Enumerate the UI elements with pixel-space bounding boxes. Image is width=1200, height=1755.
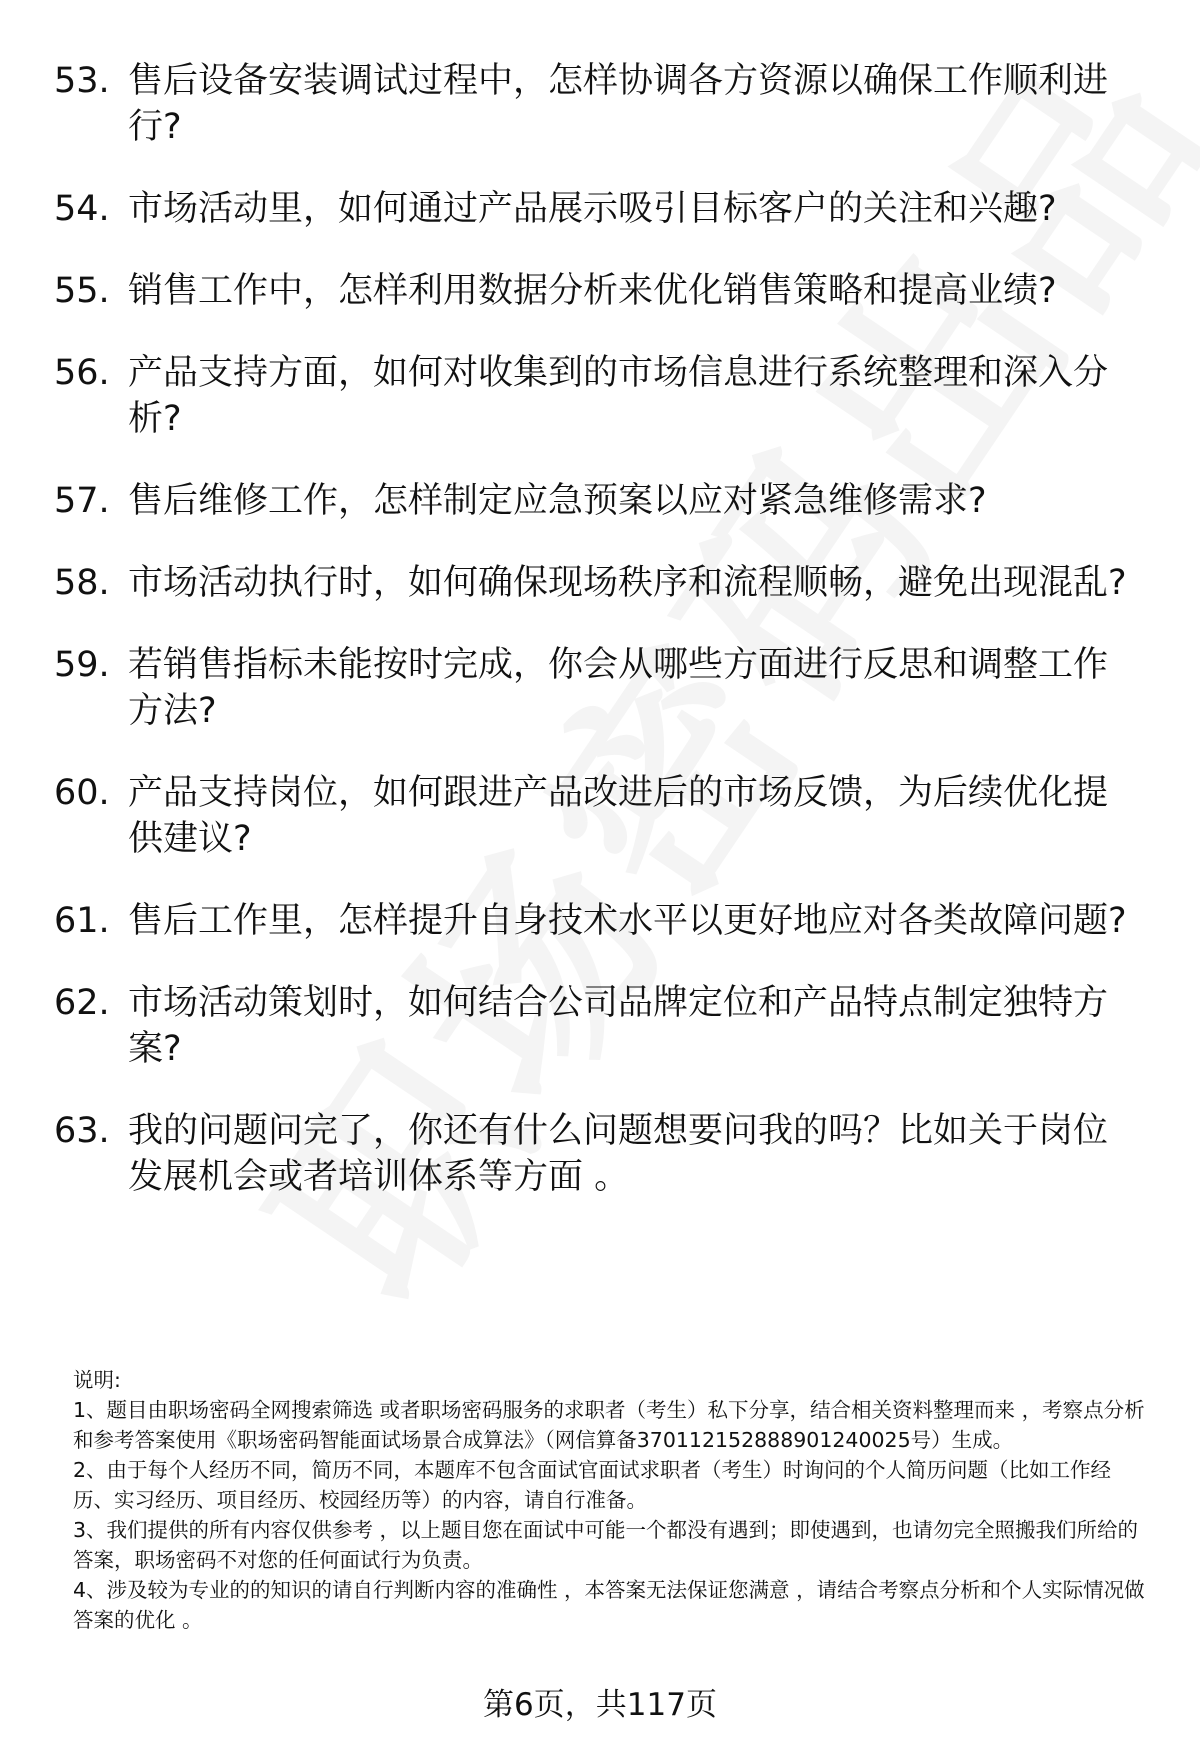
question-number: 63.	[54, 1111, 110, 1151]
question-list	[0, 58, 1200, 1236]
question-number: 59.	[54, 645, 110, 685]
question-number: 62.	[54, 983, 110, 1023]
question-item	[0, 770, 1200, 862]
note-item: 3、我们提供的所有内容仅供参考 ，以上题目您在面试中可能一个都没有遇到；即使遇到，也请勿完全照搬我们所给的答案，职场密码不对您的任何面试行为负责。	[73, 1518, 1139, 1572]
question-text: 产品支持岗位，如何跟进产品改进后的市场反馈，为后续优化提供建议?	[128, 773, 1109, 859]
question-item	[0, 186, 1200, 232]
question-text: 售后维修工作，怎样制定应急预案以应对紧急维修需求?	[128, 481, 987, 521]
question-number: 53.	[54, 61, 110, 101]
note-item: 1、题目由职场密码全网搜索筛选 或者职场密码服务的求职者（考生）私下分享，结合相关资料整理而来 ，考察点分析和参考答案使用《职场密码智能面试场景合成算法》（网信算备370112152888901240025号）生成。	[73, 1398, 1145, 1452]
question-item	[0, 58, 1200, 150]
question-number: 55.	[54, 271, 110, 311]
question-text: 销售工作中，怎样利用数据分析来优化销售策略和提高业绩?	[128, 271, 1057, 311]
question-number: 57.	[54, 481, 110, 521]
question-item	[0, 350, 1200, 442]
note-item: 2、由于每个人经历不同，简历不同，本题库不包含面试官面试求职者（考生）时询问的个人简历问题（比如工作经历、实习经历、项目经历、校园经历等）的内容，请自行准备。	[73, 1458, 1112, 1512]
question-text: 市场活动里，如何通过产品展示吸引目标客户的关注和兴趣?	[128, 189, 1057, 229]
question-item	[0, 268, 1200, 314]
question-text: 售后工作里，怎样提升自身技术水平以更好地应对各类故障问题?	[128, 901, 1127, 941]
question-item	[0, 642, 1200, 734]
question-item	[0, 478, 1200, 524]
question-number: 54.	[54, 189, 110, 229]
question-item	[0, 980, 1200, 1072]
question-text: 我的问题问完了，你还有什么问题想要问我的吗？比如关于岗位发展机会或者培训体系等方面 。	[128, 1111, 1109, 1197]
question-text: 售后设备安装调试过程中，怎样协调各方资源以确保工作顺利进行?	[128, 61, 1109, 147]
question-number: 56.	[54, 353, 110, 393]
question-text: 市场活动策划时，如何结合公司品牌定位和产品特点制定独特方案?	[128, 983, 1109, 1069]
question-text: 产品支持方面，如何对收集到的市场信息进行系统整理和深入分析?	[128, 353, 1109, 439]
note-item: 4、涉及较为专业的的知识的请自行判断内容的准确性 ，本答案无法保证您满意 ，请结合考察点分析和个人实际情况做答案的优化 。	[73, 1578, 1145, 1632]
question-item	[0, 560, 1200, 606]
notes-heading: 说明:	[73, 1368, 121, 1392]
question-number: 58.	[54, 563, 110, 603]
question-number: 61.	[54, 901, 110, 941]
question-number: 60.	[54, 773, 110, 813]
question-text: 若销售指标未能按时完成，你会从哪些方面进行反思和调整工作方法?	[128, 645, 1109, 731]
notes-section	[73, 1365, 1151, 1635]
question-item	[0, 1108, 1200, 1200]
question-text: 市场活动执行时，如何确保现场秩序和流程顺畅，避免出现混乱?	[128, 563, 1127, 603]
page-footer: 第6页，共117页	[483, 1687, 717, 1723]
question-item	[0, 898, 1200, 944]
